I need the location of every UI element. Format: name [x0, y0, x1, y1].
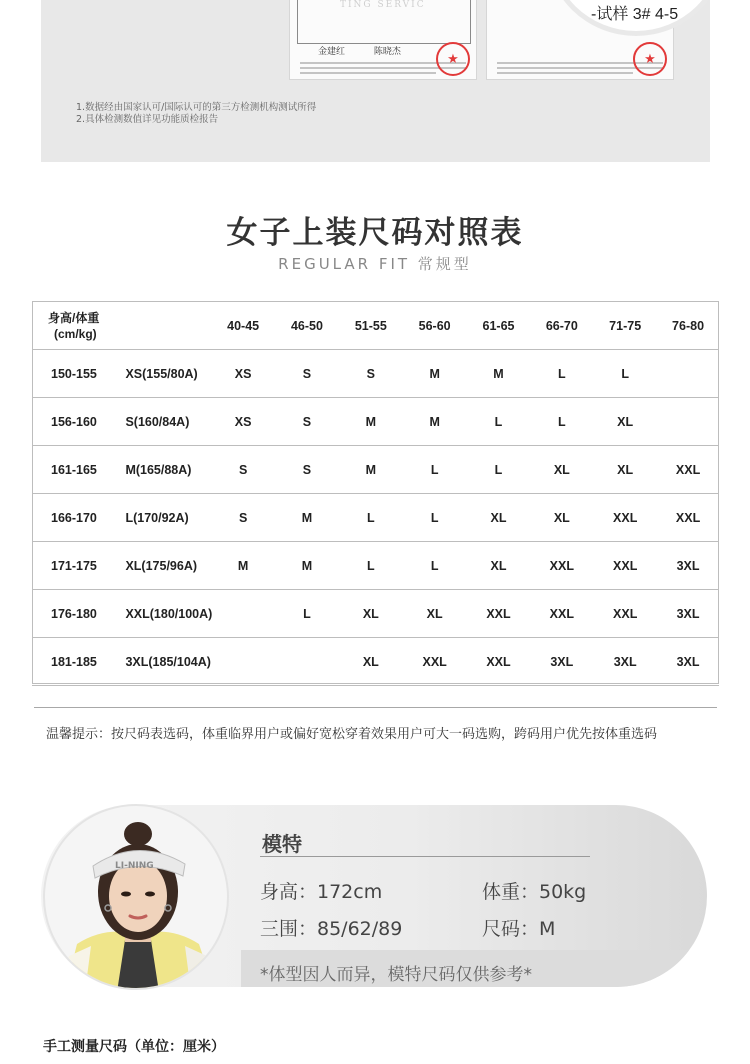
- certificate-fineprint: [497, 72, 633, 74]
- size-cell: [657, 398, 719, 446]
- size-cell: XXL: [593, 494, 657, 542]
- red-seal-icon: ★: [633, 42, 667, 76]
- size-cell: 3XL: [657, 590, 719, 638]
- size-cell: L: [403, 494, 467, 542]
- size-cell: [211, 638, 275, 686]
- signature-2: 陈晓杰: [373, 47, 401, 57]
- size-cell: XL: [593, 398, 657, 446]
- row-height: 176-180: [32, 590, 116, 638]
- table-header-height-weight: [32, 302, 211, 350]
- certificate-notes: [76, 102, 316, 126]
- size-cell: XL: [339, 590, 403, 638]
- size-cell: M: [339, 398, 403, 446]
- row-height: 161-165: [32, 446, 116, 494]
- table-row: [32, 494, 719, 542]
- size-cell: XXL: [657, 446, 719, 494]
- visor-logo: LI-NING: [115, 861, 154, 871]
- size-cell: L: [530, 350, 593, 398]
- size-cell: [275, 638, 339, 686]
- size-cell: M: [211, 542, 275, 590]
- size-cell: S: [211, 494, 275, 542]
- size-cell: XXL: [593, 542, 657, 590]
- size-tip: 温馨提示：按尺码表选码，体重临界用户或偏好宽松穿着效果用户可大一码选购，跨码用户优先按体重选码: [46, 727, 658, 742]
- model-size: 尺码：M: [482, 918, 556, 940]
- weight-column-header: 71-75: [593, 302, 657, 350]
- weight-column-header: 46-50: [275, 302, 339, 350]
- model-title: 模特: [262, 832, 302, 856]
- header-line-1: 身高/体重: [48, 310, 100, 325]
- measurement-section-title: 手工测量尺码（单位：厘米）: [43, 1039, 225, 1055]
- size-cell: XS: [211, 398, 275, 446]
- size-cell: XXL: [657, 494, 719, 542]
- size-cell: S: [275, 350, 339, 398]
- row-height: 171-175: [32, 542, 116, 590]
- size-cell: XL: [403, 590, 467, 638]
- size-cell: M: [403, 398, 467, 446]
- table-row: [32, 398, 719, 446]
- size-cell: XXL: [403, 638, 467, 686]
- weight-column-header: 61-65: [467, 302, 531, 350]
- row-standard-size: L(170/92A): [116, 494, 211, 542]
- weight-column-header: 51-55: [339, 302, 403, 350]
- size-cell: XL: [593, 446, 657, 494]
- size-cell: M: [467, 350, 531, 398]
- size-cell: XXL: [593, 590, 657, 638]
- size-cell: XL: [530, 494, 593, 542]
- model-photo: [43, 804, 229, 990]
- row-height: 150-155: [32, 350, 116, 398]
- certificate-fineprint: [300, 72, 436, 74]
- certificate-watermark: TING SERVIC: [340, 0, 426, 10]
- model-height: 身高：172cm: [260, 881, 383, 903]
- certificate-note-1: 1.数据经由国家认可/国际认可的第三方检测机构测试所得: [76, 102, 317, 113]
- size-cell: L: [339, 542, 403, 590]
- row-standard-size: XXL(180/100A): [116, 590, 211, 638]
- row-height: 181-185: [32, 638, 116, 686]
- size-cell: M: [275, 494, 339, 542]
- size-cell: S: [275, 446, 339, 494]
- magnifier-text: -试样 3# 4-5: [591, 6, 679, 23]
- certificate-signatures: [318, 44, 427, 57]
- size-cell: L: [339, 494, 403, 542]
- size-cell: M: [403, 350, 467, 398]
- size-cell: L: [467, 398, 531, 446]
- page-subtitle: REGULAR FIT 常规型: [278, 255, 472, 273]
- weight-column-header: 56-60: [403, 302, 467, 350]
- model-measurements: 三围：85/62/89: [260, 918, 403, 940]
- size-cell: XL: [339, 638, 403, 686]
- size-cell: M: [339, 446, 403, 494]
- red-seal-icon: ★: [436, 42, 470, 76]
- row-standard-size: 3XL(185/104A): [116, 638, 211, 686]
- size-cell: 3XL: [593, 638, 657, 686]
- certificate-document-1: [289, 0, 477, 80]
- table-header-row: [32, 302, 719, 350]
- table-row: [32, 542, 719, 590]
- row-standard-size: XS(155/80A): [116, 350, 211, 398]
- size-cell: XXL: [467, 638, 531, 686]
- signature-1: 金建红: [318, 47, 346, 57]
- header-line-2: (cm/kg): [54, 326, 97, 341]
- size-cell: L: [403, 542, 467, 590]
- size-chart-table: [32, 301, 719, 686]
- page-title: 女子上装尺码对照表: [226, 215, 524, 251]
- certificate-panel: [41, 0, 710, 162]
- table-row: [32, 638, 719, 686]
- size-cell: L: [275, 590, 339, 638]
- size-cell: L: [530, 398, 593, 446]
- size-cell: XL: [530, 446, 593, 494]
- size-cell: XL: [467, 542, 531, 590]
- size-cell: [211, 590, 275, 638]
- row-standard-size: XL(175/96A): [116, 542, 211, 590]
- model-divider: [260, 856, 590, 857]
- size-cell: S: [211, 446, 275, 494]
- row-height: 166-170: [32, 494, 116, 542]
- weight-column-header: 40-45: [211, 302, 275, 350]
- size-cell: 3XL: [530, 638, 593, 686]
- size-cell: M: [275, 542, 339, 590]
- row-standard-size: M(165/88A): [116, 446, 211, 494]
- model-note: *体型因人而异，模特尺码仅供参考*: [260, 965, 532, 985]
- size-cell: L: [467, 446, 531, 494]
- size-cell: XXL: [530, 590, 593, 638]
- size-cell: 3XL: [657, 638, 719, 686]
- size-cell: XS: [211, 350, 275, 398]
- table-row: [32, 350, 719, 398]
- model-portrait-illustration: [45, 806, 229, 990]
- row-height: 156-160: [32, 398, 116, 446]
- size-cell: [657, 350, 719, 398]
- size-cell: L: [593, 350, 657, 398]
- size-cell: XL: [467, 494, 531, 542]
- size-cell: 3XL: [657, 542, 719, 590]
- row-standard-size: S(160/84A): [116, 398, 211, 446]
- size-cell: S: [275, 398, 339, 446]
- weight-column-header: 76-80: [657, 302, 719, 350]
- size-cell: XXL: [530, 542, 593, 590]
- table-row: [32, 446, 719, 494]
- size-cell: XXL: [467, 590, 531, 638]
- size-cell: S: [339, 350, 403, 398]
- table-row: [32, 590, 719, 638]
- certificate-note-2: 2.具体检测数值详见功能质检报告: [76, 114, 219, 125]
- weight-column-header: 66-70: [530, 302, 593, 350]
- tip-divider: [34, 707, 717, 708]
- model-weight: 体重：50kg: [482, 881, 587, 903]
- size-cell: L: [403, 446, 467, 494]
